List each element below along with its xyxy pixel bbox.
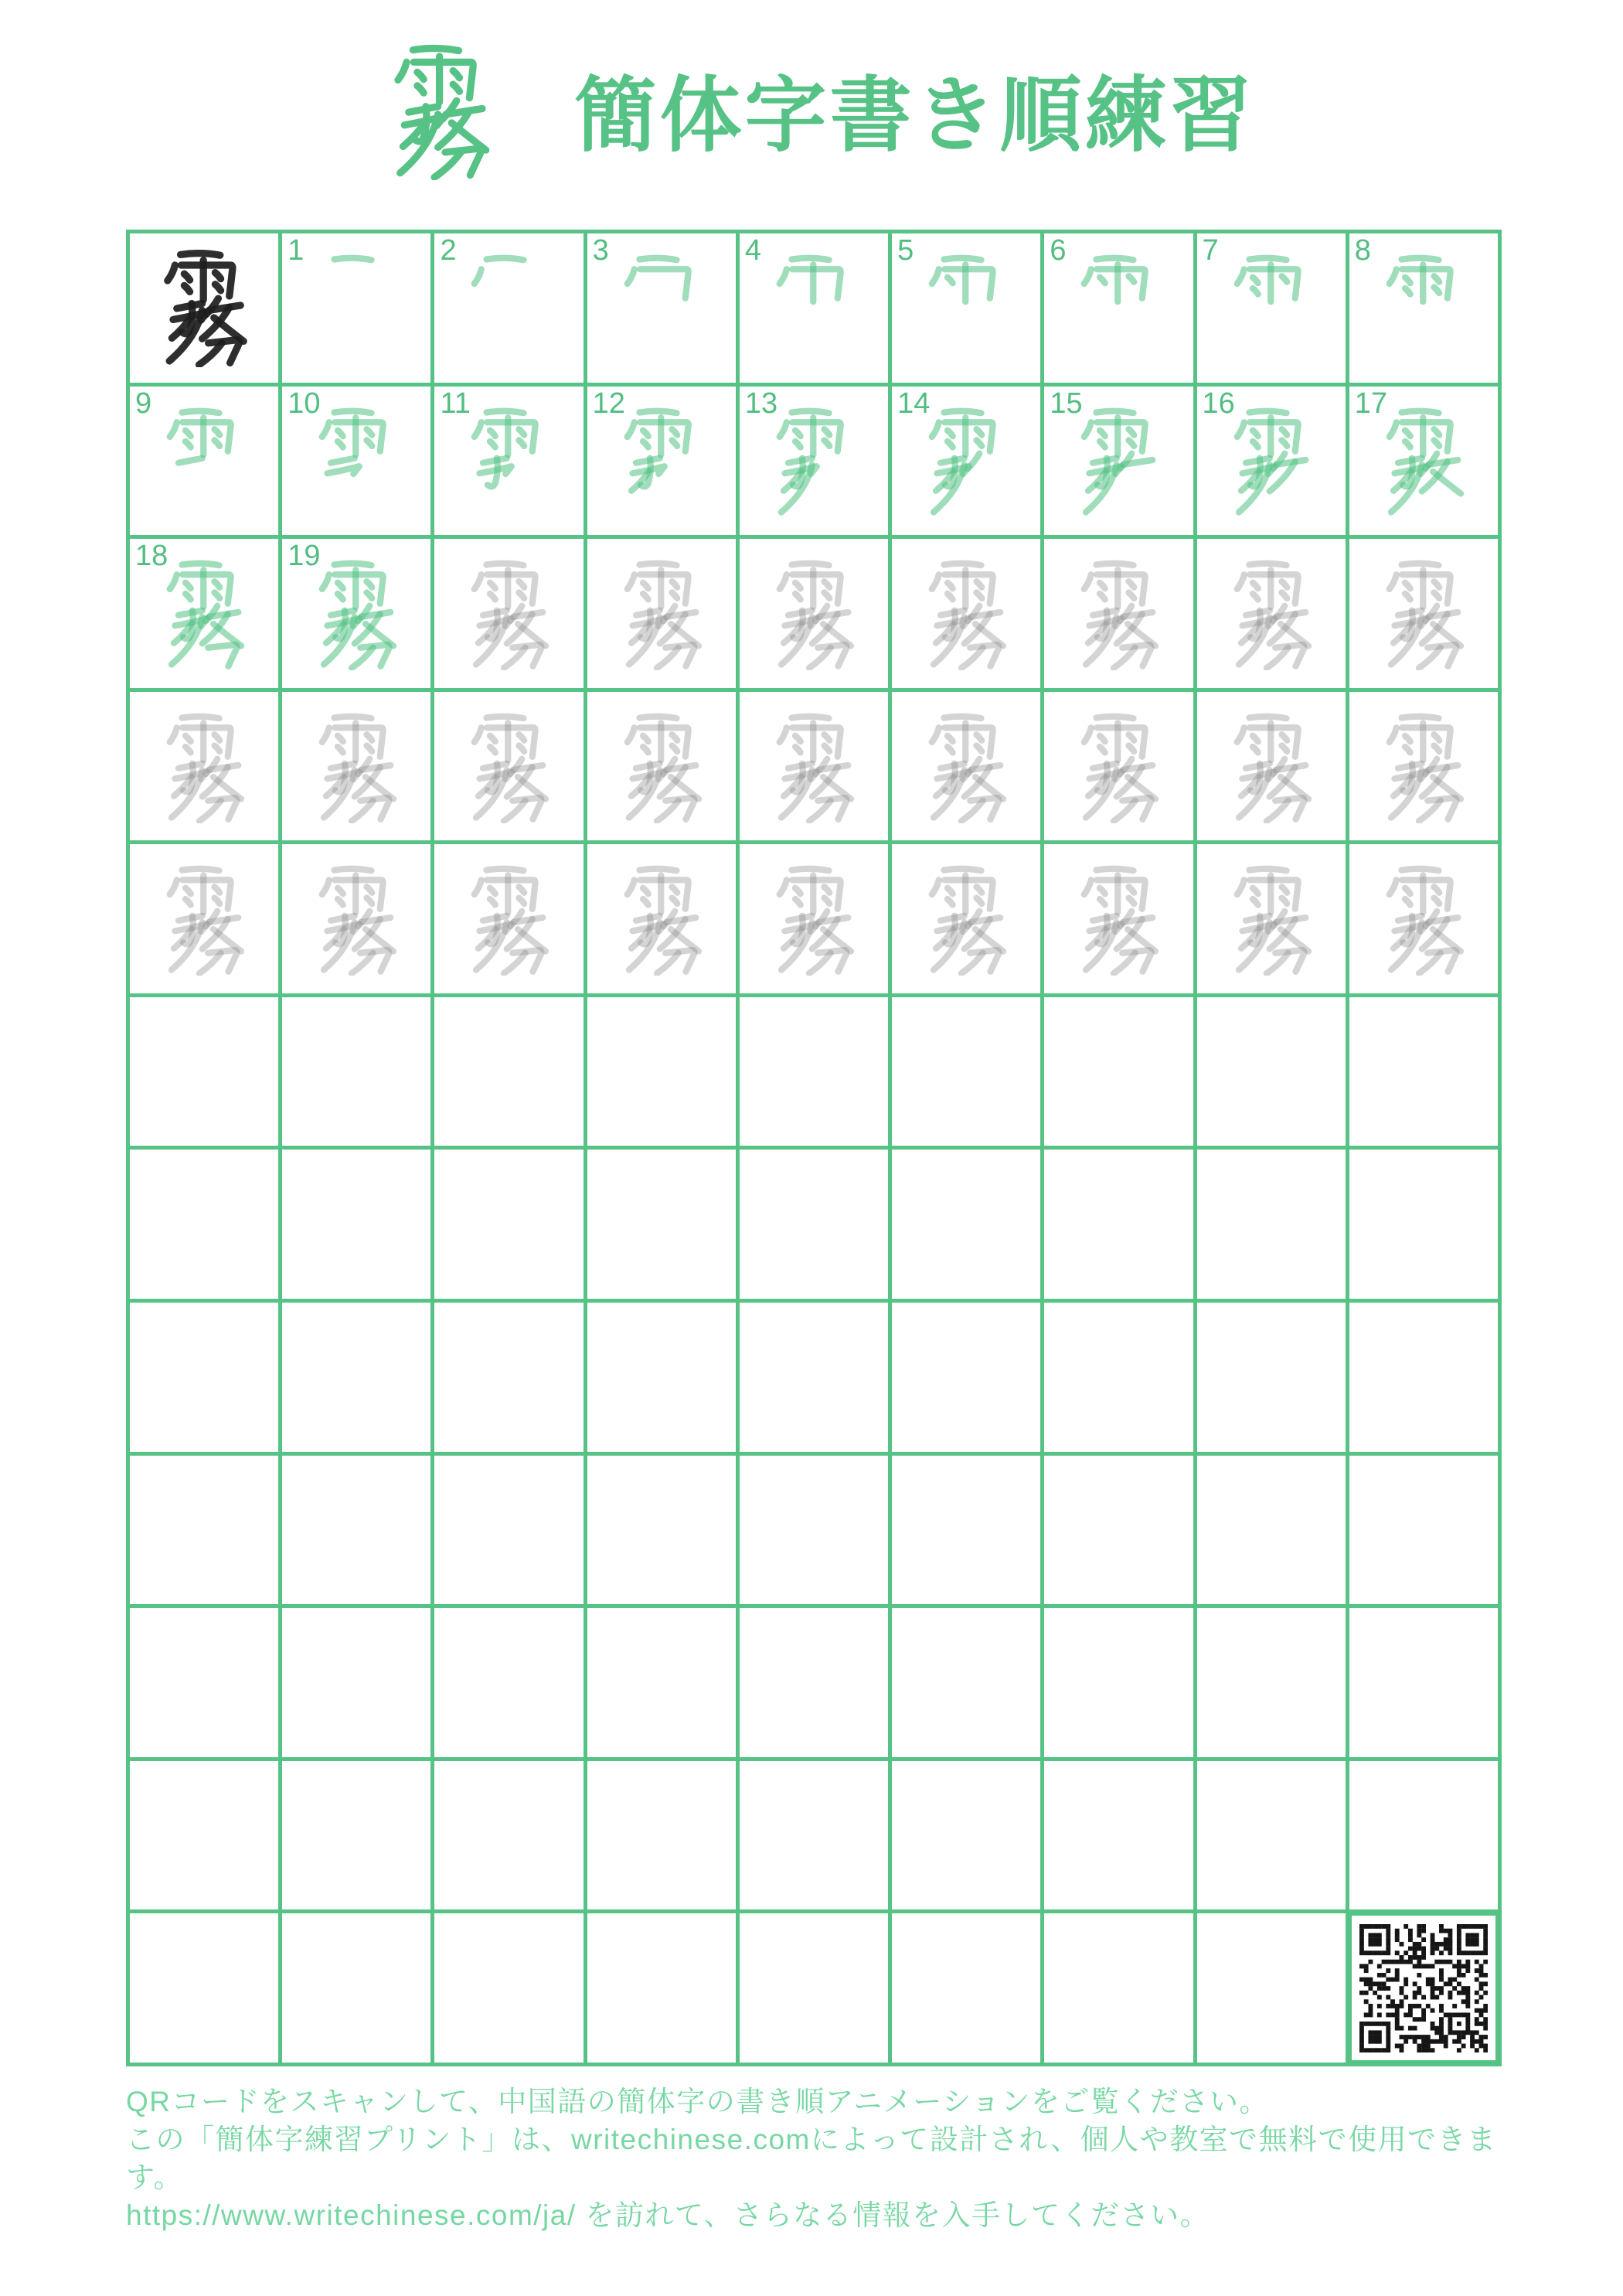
- trace-character-cell: [282, 844, 430, 993]
- empty-practice-cell: [892, 1456, 1040, 1605]
- empty-practice-cell: [1044, 1456, 1193, 1605]
- stroke-order-cell: [282, 387, 430, 536]
- stroke-order-cell: [1197, 387, 1346, 536]
- title-kanji-glyph: [369, 37, 512, 180]
- kanji-stroke-glyph: [298, 860, 414, 976]
- trace-character-cell: [740, 844, 888, 993]
- kanji-stroke-glyph: [756, 402, 872, 518]
- stroke-number: 2: [440, 234, 457, 267]
- kanji-stroke-glyph: [1213, 402, 1329, 518]
- empty-practice-cell: [434, 1608, 583, 1757]
- empty-practice-cell: [434, 1456, 583, 1605]
- page-footer: [126, 2083, 1517, 2234]
- trace-character-cell: [130, 844, 278, 993]
- kanji-stroke-glyph: [908, 707, 1024, 823]
- trace-character-cell: [1349, 844, 1498, 993]
- stroke-number: 5: [897, 234, 914, 267]
- empty-practice-cell: [282, 1761, 430, 1910]
- empty-practice-cell: [1197, 1913, 1346, 2063]
- empty-practice-cell: [1197, 1456, 1346, 1605]
- kanji-stroke-glyph: [1366, 249, 1482, 365]
- empty-practice-cell: [130, 1761, 278, 1910]
- stroke-number: 7: [1202, 234, 1219, 267]
- empty-practice-cell: [587, 997, 736, 1146]
- empty-practice-cell: [1197, 1608, 1346, 1757]
- trace-character-cell: [587, 692, 736, 841]
- empty-practice-cell: [1349, 1303, 1498, 1452]
- footer-line-3-text: を訪れて、さらなる情報を入手してください。: [576, 2199, 1210, 2231]
- empty-practice-cell: [1349, 1608, 1498, 1757]
- empty-practice-cell: [1197, 1761, 1346, 1910]
- stroke-order-cell: [282, 233, 430, 383]
- trace-character-cell: [434, 844, 583, 993]
- stroke-order-cell: [587, 233, 736, 383]
- trace-character-cell: [434, 539, 583, 688]
- trace-character-cell: [892, 692, 1040, 841]
- empty-practice-cell: [892, 1913, 1040, 2063]
- stroke-order-cell: [282, 539, 430, 688]
- stroke-number: 13: [744, 387, 778, 420]
- footer-line-2: この「簡体字練習プリント」は、writechinese.comによって設計され、個人や教室で無料で使用できます。: [126, 2124, 1497, 2193]
- kanji-stroke-glyph: [298, 402, 414, 518]
- empty-practice-cell: [587, 1456, 736, 1605]
- stroke-number: 14: [897, 387, 931, 420]
- empty-practice-cell: [740, 1761, 888, 1910]
- empty-practice-cell: [1349, 997, 1498, 1146]
- empty-practice-cell: [434, 997, 583, 1146]
- empty-practice-cell: [130, 997, 278, 1146]
- stroke-number: 1: [288, 234, 305, 267]
- footer-line-3: [126, 2196, 1517, 2234]
- footer-line-1: QRコードをスキャンして、中国語の簡体字の書き順アニメーションをご覧ください。: [126, 2086, 1269, 2117]
- kanji-stroke-glyph: [298, 554, 414, 670]
- stroke-order-cell: [892, 387, 1040, 536]
- kanji-stroke-glyph: [451, 554, 567, 670]
- empty-practice-cell: [892, 1150, 1040, 1299]
- trace-character-cell: [434, 692, 583, 841]
- trace-character-cell: [282, 692, 430, 841]
- kanji-stroke-glyph: [146, 707, 262, 823]
- stroke-number: 16: [1202, 387, 1235, 420]
- trace-character-cell: [587, 539, 736, 688]
- kanji-stroke-glyph: [146, 860, 262, 976]
- kanji-stroke-glyph: [146, 554, 262, 670]
- kanji-stroke-glyph: [604, 402, 720, 518]
- empty-practice-cell: [1044, 1608, 1193, 1757]
- empty-practice-cell: [130, 1456, 278, 1605]
- kanji-stroke-glyph: [908, 860, 1024, 976]
- stroke-number: 15: [1050, 387, 1083, 420]
- kanji-stroke-glyph: [1366, 402, 1482, 518]
- trace-character-cell: [1044, 692, 1193, 841]
- kanji-stroke-glyph: [451, 707, 567, 823]
- empty-practice-cell: [1044, 1913, 1193, 2063]
- footer-url-link[interactable]: https://www.writechinese.com/ja/: [126, 2199, 577, 2231]
- kanji-stroke-glyph: [1366, 707, 1482, 823]
- trace-character-cell: [130, 692, 278, 841]
- trace-character-cell: [740, 539, 888, 688]
- stroke-order-cell: [1044, 387, 1193, 536]
- stroke-number: 9: [135, 387, 152, 420]
- stroke-number: 10: [288, 387, 321, 420]
- kanji-stroke-glyph: [451, 402, 567, 518]
- kanji-stroke-glyph: [1060, 249, 1176, 365]
- empty-practice-cell: [1349, 1456, 1498, 1605]
- stroke-number: 3: [592, 234, 609, 267]
- stroke-order-cell: [434, 387, 583, 536]
- empty-practice-cell: [892, 997, 1040, 1146]
- kanji-stroke-glyph: [604, 860, 720, 976]
- empty-practice-cell: [740, 1608, 888, 1757]
- empty-practice-cell: [1044, 1150, 1193, 1299]
- trace-character-cell: [1197, 844, 1346, 993]
- stroke-order-cell: [434, 233, 583, 383]
- kanji-stroke-glyph: [1366, 860, 1482, 976]
- empty-practice-cell: [130, 1608, 278, 1757]
- kanji-stroke-glyph: [451, 249, 567, 365]
- trace-character-cell: [587, 844, 736, 993]
- kanji-stroke-glyph: [604, 249, 720, 365]
- trace-character-cell: [1349, 692, 1498, 841]
- qr-code: [1359, 1924, 1488, 2052]
- empty-practice-cell: [282, 1608, 430, 1757]
- empty-practice-cell: [587, 1303, 736, 1452]
- empty-practice-cell: [587, 1608, 736, 1757]
- stroke-number: 19: [288, 540, 321, 573]
- empty-practice-cell: [1044, 1761, 1193, 1910]
- kanji-stroke-glyph: [1213, 249, 1329, 365]
- kanji-stroke-glyph: [1060, 860, 1176, 976]
- empty-practice-cell: [434, 1150, 583, 1299]
- kanji-stroke-glyph: [908, 402, 1024, 518]
- kanji-stroke-glyph: [1213, 707, 1329, 823]
- empty-practice-cell: [892, 1608, 1040, 1757]
- empty-practice-cell: [282, 1150, 430, 1299]
- empty-practice-cell: [282, 1456, 430, 1605]
- empty-practice-cell: [587, 1913, 736, 2063]
- kanji-stroke-glyph: [756, 249, 872, 365]
- kanji-stroke-glyph: [1366, 554, 1482, 670]
- kanji-stroke-glyph: [298, 249, 414, 365]
- empty-practice-cell: [282, 1303, 430, 1452]
- empty-practice-cell: [1349, 1761, 1498, 1910]
- trace-character-cell: [1044, 539, 1193, 688]
- empty-practice-cell: [740, 1456, 888, 1605]
- empty-practice-cell: [1197, 997, 1346, 1146]
- kanji-stroke-glyph: [908, 554, 1024, 670]
- empty-practice-cell: [282, 1913, 430, 2063]
- stroke-order-cell: [1349, 387, 1498, 536]
- practice-grid: [126, 230, 1502, 2066]
- stroke-order-cell: [130, 387, 278, 536]
- empty-practice-cell: [130, 1150, 278, 1299]
- stroke-number: 17: [1354, 387, 1388, 420]
- empty-practice-cell: [1197, 1303, 1346, 1452]
- empty-practice-cell: [130, 1913, 278, 2063]
- kanji-stroke-glyph: [756, 554, 872, 670]
- empty-practice-cell: [892, 1303, 1040, 1452]
- stroke-number: 4: [744, 234, 762, 267]
- kanji-stroke-glyph: [756, 707, 872, 823]
- kanji-stroke-glyph: [1213, 554, 1329, 670]
- stroke-order-cell: [740, 387, 888, 536]
- empty-practice-cell: [282, 997, 430, 1146]
- trace-character-cell: [740, 692, 888, 841]
- stroke-number: 6: [1050, 234, 1067, 267]
- page-title: 簡体字書き順練習: [574, 70, 1255, 162]
- kanji-stroke-glyph: [1060, 402, 1176, 518]
- stroke-order-cell: [1197, 233, 1346, 383]
- page-header: [0, 37, 1623, 180]
- kanji-stroke-glyph: [298, 707, 414, 823]
- stroke-order-cell: [1349, 233, 1498, 383]
- kanji-stroke-glyph: [604, 554, 720, 670]
- empty-practice-cell: [740, 1150, 888, 1299]
- trace-character-cell: [892, 844, 1040, 993]
- empty-practice-cell: [892, 1761, 1040, 1910]
- trace-character-cell: [1044, 844, 1193, 993]
- trace-character-cell: [1197, 692, 1346, 841]
- stroke-order-cell: [740, 233, 888, 383]
- empty-practice-cell: [740, 1303, 888, 1452]
- stroke-number: 8: [1354, 234, 1371, 267]
- kanji-stroke-glyph: [451, 860, 567, 976]
- empty-practice-cell: [740, 997, 888, 1146]
- empty-practice-cell: [130, 1303, 278, 1452]
- stroke-number: 12: [592, 387, 625, 420]
- trace-character-cell: [892, 539, 1040, 688]
- empty-practice-cell: [434, 1913, 583, 2063]
- empty-practice-cell: [587, 1150, 736, 1299]
- empty-practice-cell: [1197, 1150, 1346, 1299]
- empty-practice-cell: [1044, 997, 1193, 1146]
- kanji-stroke-glyph: [142, 244, 266, 367]
- kanji-stroke-glyph: [1060, 707, 1176, 823]
- empty-practice-cell: [434, 1761, 583, 1910]
- trace-character-cell: [1349, 539, 1498, 688]
- trace-character-cell: [1197, 539, 1346, 688]
- qr-code-cell: [1349, 1913, 1498, 2063]
- kanji-stroke-glyph: [604, 707, 720, 823]
- empty-practice-cell: [1349, 1150, 1498, 1299]
- kanji-stroke-glyph: [146, 402, 262, 518]
- empty-practice-cell: [587, 1761, 736, 1910]
- empty-practice-cell: [740, 1913, 888, 2063]
- stroke-order-cell: [130, 539, 278, 688]
- model-character-cell: [130, 233, 278, 383]
- stroke-order-cell: [1044, 233, 1193, 383]
- kanji-stroke-glyph: [756, 860, 872, 976]
- stroke-order-cell: [892, 233, 1040, 383]
- empty-practice-cell: [1044, 1303, 1193, 1452]
- kanji-stroke-glyph: [908, 249, 1024, 365]
- stroke-number: 11: [440, 387, 471, 420]
- empty-practice-cell: [434, 1303, 583, 1452]
- kanji-stroke-glyph: [1060, 554, 1176, 670]
- stroke-number: 18: [135, 540, 168, 573]
- stroke-order-cell: [587, 387, 736, 536]
- kanji-stroke-glyph: [1213, 860, 1329, 976]
